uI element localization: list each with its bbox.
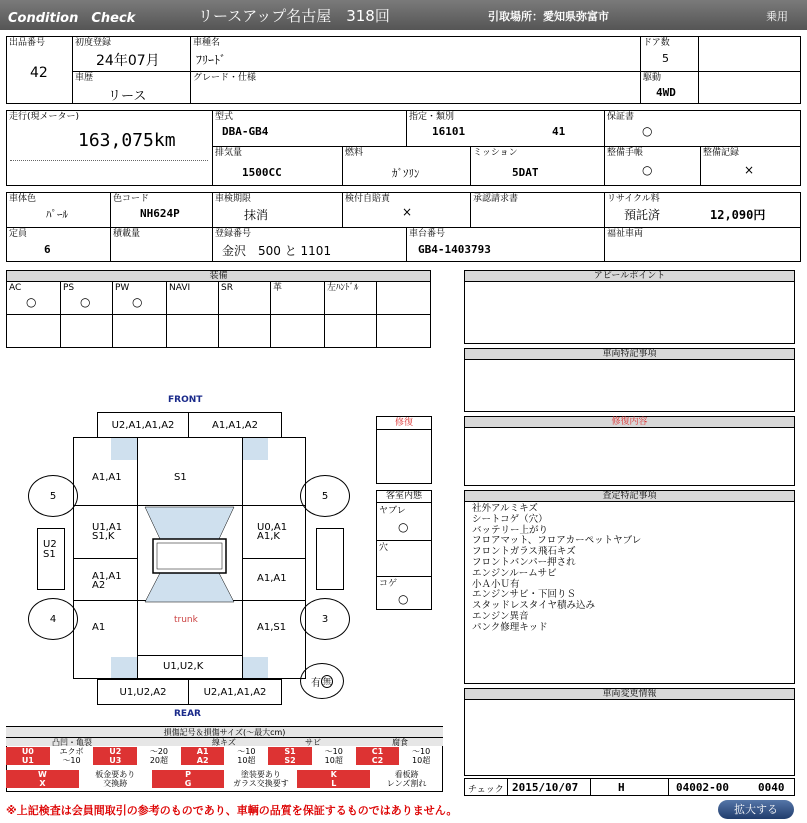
legend-cell: 10超 <box>412 756 431 765</box>
legend-cell: U3 <box>93 756 137 765</box>
fuel: ｶﾞｿﾘﾝ <box>392 167 420 180</box>
legend-cell: C1 <box>356 747 400 756</box>
header-bar <box>0 0 807 30</box>
recycle-fee: 12,090円 <box>710 208 766 222</box>
legend-cell: A1 <box>181 747 225 756</box>
legend-cell: S2 <box>268 756 312 765</box>
body-color: ﾊﾟｰﾙ <box>46 208 68 221</box>
rear-label: REAR <box>174 709 201 719</box>
color-code: NH624P <box>140 207 180 220</box>
insurance: × <box>402 205 413 219</box>
brand-title: Condition Check <box>8 11 136 26</box>
chassis-number: GB4-1403793 <box>418 243 491 256</box>
legend-cell: レンズ割れ <box>386 779 427 788</box>
check-date: 2015/10/07 <box>512 781 579 794</box>
legend-cell: S1 <box>268 747 312 756</box>
drive: 4WD <box>656 86 676 99</box>
legend-cell: 10超 <box>324 756 343 765</box>
tire-front-left: 5 <box>28 475 78 517</box>
capacity: 6 <box>44 243 51 256</box>
cabin-windows <box>137 505 242 605</box>
legend-cell: L <box>297 779 370 788</box>
equip-ps: ○ <box>80 295 91 309</box>
legend-cell: ～10 <box>412 747 431 756</box>
legend-cell: ～10 <box>324 747 343 756</box>
legend-cell: U2 <box>93 747 137 756</box>
registration-number: 金沢 500 と 1101 <box>222 244 332 258</box>
recycle-status: 預託済 <box>624 208 661 222</box>
model-type: DBA-GB4 <box>222 125 269 138</box>
lot-number: 42 <box>30 65 48 81</box>
legend-cell: 塗装要あり <box>240 770 281 779</box>
auction-title: リースアップ名古屋 318回 <box>198 7 390 25</box>
category: 乗用 <box>766 10 788 23</box>
legend-cell: ～20 <box>149 747 169 756</box>
legend-cell: P <box>152 770 225 779</box>
equipment-title: 装備 <box>7 271 430 282</box>
legend-cell: U1 <box>6 756 50 765</box>
class: 41 <box>552 125 566 138</box>
spare-circle: 無 <box>323 676 331 686</box>
side-right <box>316 528 344 590</box>
designation: 16101 <box>432 125 466 138</box>
rear-bumper-right: U2,A1,A1,A2 <box>188 679 282 705</box>
tire-rear-right: 3 <box>300 598 350 640</box>
legend-cell: G <box>152 779 225 788</box>
legend-cell: エクボ <box>59 747 84 756</box>
legend-cell: U0 <box>6 747 50 756</box>
spare-tire: 有 無 <box>300 663 344 699</box>
first-registration: 24年07月 <box>96 53 160 69</box>
pickup-location: 引取場所：愛知県弥富市 <box>488 10 609 23</box>
mileage: 163,075km <box>78 130 176 151</box>
inspection-expiry: 抹消 <box>244 208 269 222</box>
legend-cell: A2 <box>181 756 225 765</box>
legend-cell: 看板跡 <box>394 770 419 779</box>
inspection-notes-list: 社外アルミキズ シートコゲ（穴） バッテリー上がり フロアマット、フロアカーペットヤブレ フロントガラス飛石キズ フロントバンパー押され エンジンルームサビ 小Ａ小Ｕ有 エンジンサビ・下回りＳ スタッドレスタイヤ積み込み エンジン異音 パンク修理キッド <box>472 503 642 633</box>
zoom-button[interactable]: 拡大する <box>718 800 794 819</box>
legend-cell: 交換跡 <box>103 779 128 788</box>
legend-cell: K <box>297 770 370 779</box>
legend-cell: 20超 <box>149 756 169 765</box>
warranty: ○ <box>642 124 653 138</box>
history: リース <box>108 89 147 104</box>
disclaimer: ※上記検査は会員間取引の参考のものであり、車輌の品質を保証するものではありません。 <box>6 804 458 817</box>
legend-cell: W <box>6 770 79 779</box>
maintenance-book: ○ <box>642 163 653 177</box>
equip-ac: ○ <box>26 295 37 309</box>
doors: 5 <box>662 52 669 65</box>
tire-front-right: 5 <box>300 475 350 517</box>
displacement: 1500CC <box>242 166 282 179</box>
change-info-panel <box>464 688 795 776</box>
equip-pw: ○ <box>132 295 143 309</box>
legend-cell: ガラス交換要す <box>233 779 289 788</box>
legend-cell: ～10 <box>237 747 256 756</box>
legend-cell: ～10 <box>62 756 81 765</box>
maintenance-record: × <box>744 163 755 177</box>
legend-cell: X <box>6 779 79 788</box>
rear-bumper-left: U1,U2,A2 <box>97 679 189 705</box>
tire-rear-left: 4 <box>28 598 78 640</box>
mission: 5DAT <box>512 166 539 179</box>
legend-cell: 10超 <box>237 756 256 765</box>
front-label: FRONT <box>168 395 203 405</box>
front-bumper-right: A1,A1,A2 <box>188 412 282 438</box>
legend-cell: 板金要あり <box>95 770 136 779</box>
check-grade: H <box>618 781 625 794</box>
front-bumper-left: U2,A1,A1,A2 <box>97 412 189 438</box>
model-name: ﾌﾘｰﾄﾞ <box>196 53 227 67</box>
legend-cell: C2 <box>356 756 400 765</box>
